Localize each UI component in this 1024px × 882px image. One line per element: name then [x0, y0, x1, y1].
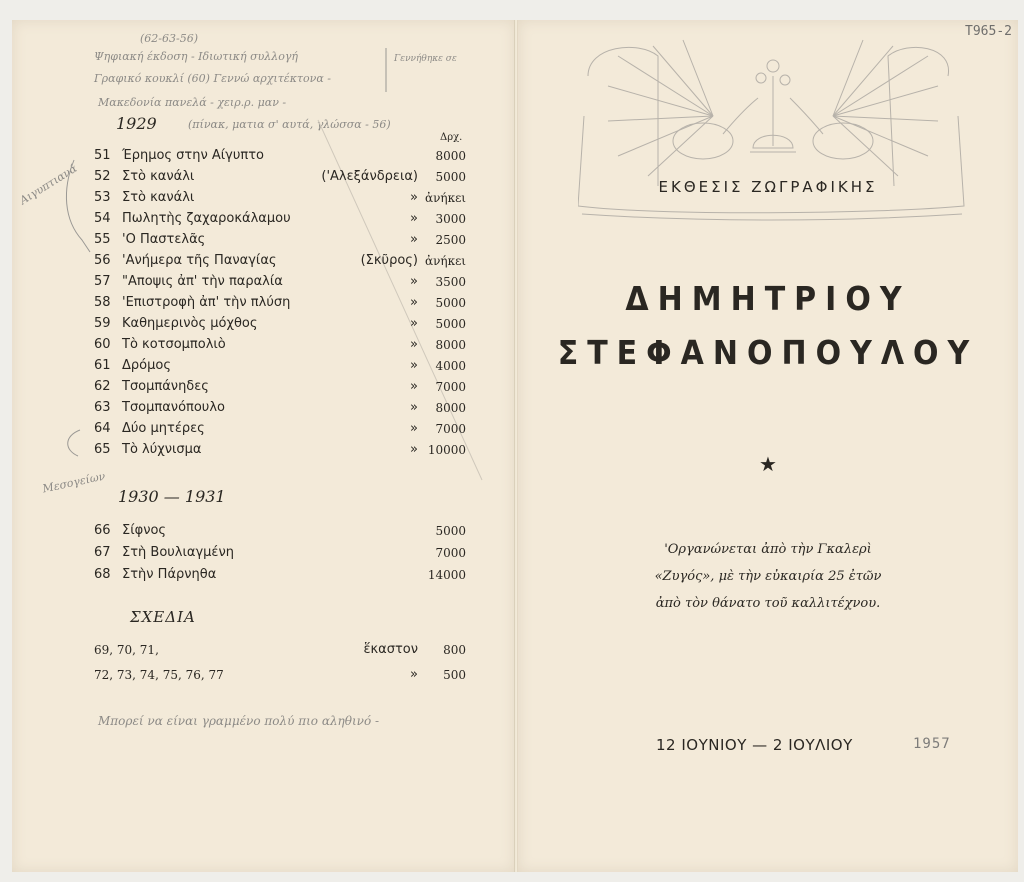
organizer-line: 'Οργανώνεται ἀπὸ τὴν Γκαλερὶ [664, 542, 872, 557]
catalog-row: 63 Τσομπανόπουλο » 8000 [94, 400, 466, 415]
pencil-sketch-peacocks [578, 36, 968, 226]
catalog-row: 61 Δρόμος » 4000 [94, 358, 466, 373]
pencil-note: Ψηφιακή έκδοση - Ιδιωτική συλλογή [94, 50, 299, 63]
catalog-cover-page [517, 20, 1018, 872]
artist-last-name: ΣΤΕΦΑΝΟΠΟΥΛΟΥ [557, 334, 979, 373]
catalog-row: 60 Τὸ κοτσομπολιὸ » 8000 [94, 337, 466, 352]
pencil-note: Μεσογείων [41, 469, 107, 496]
catalog-row: 57 "Αποψις ἀπ' τὴν παραλία » 3500 [94, 274, 466, 289]
catalog-row: 58 'Επιστροφὴ ἀπ' τὴν πλύση » 5000 [94, 295, 466, 310]
catalog-row: 68 Στὴν Πάρνηθα 14000 [94, 567, 466, 582]
catalog-row: 59 Καθημερινὸς μόχθος » 5000 [94, 316, 466, 331]
catalog-row: 62 Τσομπάνηδες » 7000 [94, 379, 466, 394]
artist-first-name: ΔΗΜΗΤΡΙΟΥ [625, 280, 911, 319]
sketches-heading: ΣΧΕΔΙΑ [130, 608, 196, 626]
pencil-note: Γραφικό κουκλί (60) Γεννώ αρχιτέκτονα - [94, 72, 331, 85]
catalog-left-page [12, 20, 516, 872]
pencil-note: Μακεδονία πανελά - χειρ.ρ. μαν - [98, 96, 287, 109]
pencil-year-note: 1957 [913, 736, 951, 752]
archive-code: T965-2 [965, 24, 1012, 39]
pencil-note: Μπορεί να είναι γραμμένο πολύ πιο αληθινό - [98, 714, 380, 728]
sketch-row: 69, 70, 71, ἕκαστον 800 [94, 642, 466, 657]
year-heading: 1929 [116, 114, 157, 133]
pencil-note: (πίνακ, ματια σ' αυτά, γλώσσα - 56) [188, 118, 391, 131]
pencil-note: Αιγυπτιανά [17, 161, 80, 208]
catalog-row: 53 Στὸ κανάλι » ἀνήκει [94, 190, 466, 205]
organizer-line: «Ζυγός», μὲ τὴν εὐκαιρία 25 ἐτῶν [654, 569, 882, 584]
catalog-row: 67 Στὴ Βουλιαγμένη 7000 [94, 545, 466, 560]
star-icon: ★ [759, 452, 777, 476]
exhibition-dates: 12 ΙΟΥΝΙΟΥ — 2 ΙΟΥΛΙΟΥ [656, 736, 853, 754]
sketch-row: 72, 73, 74, 75, 76, 77 » 500 [94, 667, 466, 682]
catalog-row: 65 Τὸ λύχνισμα » 10000 [94, 442, 466, 457]
year-heading: 1930 — 1931 [118, 487, 226, 506]
catalog-row: 54 Πωλητὴς ζαχαροκάλαμου » 3000 [94, 211, 466, 226]
organizer-line: ἀπὸ τὸν θάνατο τοῦ καλλιτέχνου. [655, 596, 881, 611]
pencil-note: Γεννήθηκε σε [394, 54, 457, 64]
catalog-row: 66 Σίφνος 5000 [94, 523, 466, 538]
currency-header: Δρχ. [440, 132, 463, 143]
catalog-row: 52 Στὸ κανάλι ('Αλεξάνδρεια) 5000 [94, 169, 466, 184]
catalog-row: 51 Έρημος στην Αίγυπτο 8000 [94, 148, 466, 163]
catalog-row: 56 'Ανήμερα τῆς Παναγίας (Σκῦρος) ἀνήκει [94, 253, 466, 268]
pencil-note: (62-63-56) [140, 32, 199, 45]
catalog-row: 64 Δύο μητέρες » 7000 [94, 421, 466, 436]
catalog-row: 55 'Ο Παστελᾶς » 2500 [94, 232, 466, 247]
exhibition-title: ΕΚΘΕΣΙΣ ΖΩΓΡΑΦΙΚΗΣ [658, 178, 878, 196]
